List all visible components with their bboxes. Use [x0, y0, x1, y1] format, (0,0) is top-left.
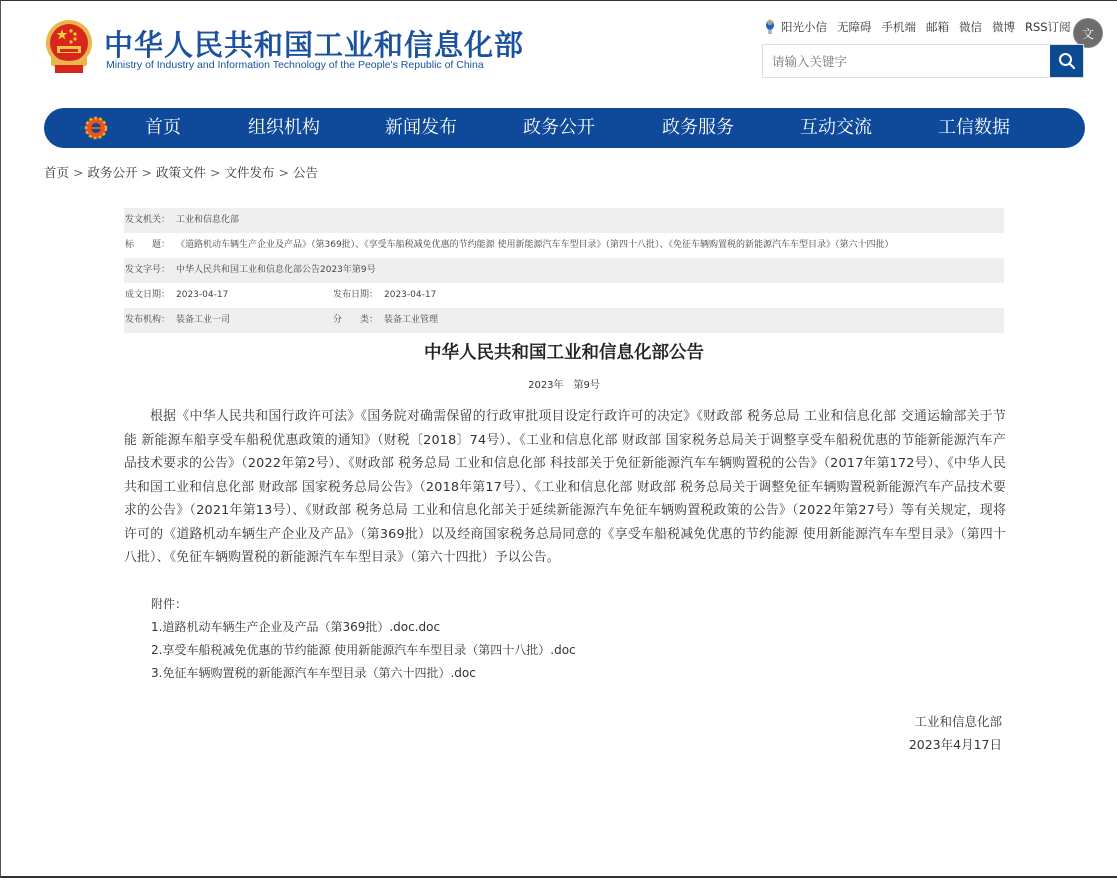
nav-item-home[interactable]: 首页 [145, 117, 181, 138]
signoff-organization: 工业和信息化部 [914, 714, 1002, 729]
breadcrumb-announcement[interactable]: 公告 [293, 165, 319, 180]
meta-row-dates [124, 283, 1004, 308]
document-metadata-table [124, 208, 1004, 333]
site-header [1, 1, 1117, 101]
search-input[interactable] [763, 45, 1051, 77]
doc-number-label: 发文字号： [125, 265, 171, 275]
nav-item-news[interactable]: 新闻发布 [385, 117, 457, 138]
breadcrumb-document-release[interactable]: 文件发布 [224, 165, 275, 180]
signoff-date: 2023年4月17日 [908, 737, 1002, 752]
issuer-label: 发文机关： [125, 215, 171, 225]
breadcrumb-separator: > [278, 165, 289, 180]
nav-item-government-affairs[interactable]: 政务公开 [523, 117, 595, 138]
document-title: 中华人民共和国工业和信息化部公告 [424, 343, 704, 363]
top-link-wechat[interactable]: 微信 [959, 20, 982, 34]
publish-date-value: 2023-04-17 [384, 290, 437, 300]
main-nav [44, 108, 1085, 148]
breadcrumb-government-affairs[interactable]: 政务公开 [87, 165, 138, 180]
breadcrumb [44, 163, 318, 181]
breadcrumb-home[interactable]: 首页 [44, 165, 70, 180]
publish-date-label: 发布日期： [333, 290, 379, 300]
top-links [765, 17, 1081, 37]
written-date-value: 2023-04-17 [176, 290, 229, 300]
top-link-email[interactable]: 邮箱 [926, 20, 949, 34]
search-icon [1058, 52, 1076, 70]
miit-gear-logo-icon[interactable] [84, 116, 108, 140]
document-number: 2023年 第9号 [528, 380, 600, 391]
agency-value: 装备工业一司 [176, 315, 231, 325]
title-label: 标 题： [125, 240, 171, 250]
meta-row-doc-number [124, 258, 1004, 283]
meta-row-agency [124, 308, 1004, 333]
nav-item-data[interactable]: 工信数据 [938, 117, 1010, 138]
category-label: 分 类： [333, 315, 379, 325]
site-subtitle: Ministry of Industry and Information Technology of the People's Republic of China [106, 59, 484, 71]
attachment-link-3[interactable]: 3.免征车辆购置税的新能源汽车车型目录（第六十四批）.doc [151, 666, 476, 680]
title-value: 《道路机动车辆生产企业及产品》（第369批）、《享受车船税减免优惠的节约能源 使用新能源汽车车型目录》（第四十八批）、《免征车辆购置税的新能源汽车车型目录》（第六十四批） [176, 240, 894, 250]
top-link-sunshine[interactable]: 阳光小信 [781, 20, 827, 34]
top-link-weibo[interactable]: 微博 [992, 20, 1015, 34]
signoff [909, 710, 1002, 756]
attachment-link-1[interactable]: 1.道路机动车辆生产企业及产品（第369批）.doc.doc [151, 620, 441, 634]
attachments-label: 附件： [151, 597, 188, 611]
document-body: 根据《中华人民共和国行政许可法》《国务院对确需保留的行政审批项目设定行政许可的决定》《财政部 税务总局 工业和信息化部 交通运输部关于节能 新能源车船享受车船税优惠政策的通知》（财税〔2018〕74号）、《工业和信息化部 财政部 国家税务总局关于调整享受车船税优惠的节能新能源汽车产品技术要求的公告》（2022年第2号）、《财政部 税务总局 工业和信息化部 科技部关于免征新能源汽车车辆购置税的公告》（2017年第172号）、《中华人民共和国工业和信息化部 财政部 国家税务总局公告》（2018年第17号）、《工业和信息化部 财政部 税务总局关于调整免征车辆购置税新能源汽车产品技术要求的公告》（2021年第13号）、《财政部 税务总局 工业和信息化部关于延续新能源汽车免征车辆购置税政策的公告》（2022年第27号）等有关规定，现将许可的《道路机动车辆生产企业及产品》（第369批）以及经商国家税务总局同意的《享受车船税减免优惠的节约能源 使用新能源汽车车型目录》（第四十八批）、《免征车辆购置税的新能源汽车车型目录》（第六十四批）予以公告。 [124, 409, 1006, 565]
top-link-mobile[interactable]: 手机端 [881, 20, 916, 34]
attachment-link-2[interactable]: 2.享受车船税减免优惠的节约能源 使用新能源汽车车型目录（第四十八批）.doc [151, 643, 576, 657]
breadcrumb-policy-documents[interactable]: 政策文件 [156, 165, 207, 180]
search-button[interactable] [1050, 45, 1083, 77]
translate-icon: 文 [1081, 26, 1094, 41]
nav-item-interaction[interactable]: 互动交流 [800, 117, 872, 138]
breadcrumb-separator: > [210, 165, 221, 180]
nav-item-government-services[interactable]: 政务服务 [662, 117, 734, 138]
attachments [151, 593, 576, 685]
issuer-value: 工业和信息化部 [176, 215, 240, 225]
meta-row-issuer [124, 208, 1004, 233]
top-link-accessibility[interactable]: 无障碍 [837, 20, 872, 34]
search-box [762, 44, 1084, 78]
national-emblem-icon[interactable] [45, 19, 93, 75]
breadcrumb-separator: > [73, 165, 84, 180]
breadcrumb-separator: > [141, 165, 152, 180]
written-date-label: 成文日期： [125, 290, 171, 300]
agency-label: 发布机构： [125, 315, 171, 325]
top-link-rss[interactable]: RSS订阅 [1025, 20, 1071, 34]
category-value: 装备工业管理 [384, 315, 439, 325]
meta-row-title [124, 233, 1004, 258]
doc-number-value: 中华人民共和国工业和信息化部公告2023年第9号 [176, 265, 376, 275]
sunshine-mascot-icon [765, 19, 775, 35]
site-title[interactable]: 中华人民共和国工业和信息化部 [104, 28, 525, 62]
nav-item-organization[interactable]: 组织机构 [248, 117, 320, 138]
